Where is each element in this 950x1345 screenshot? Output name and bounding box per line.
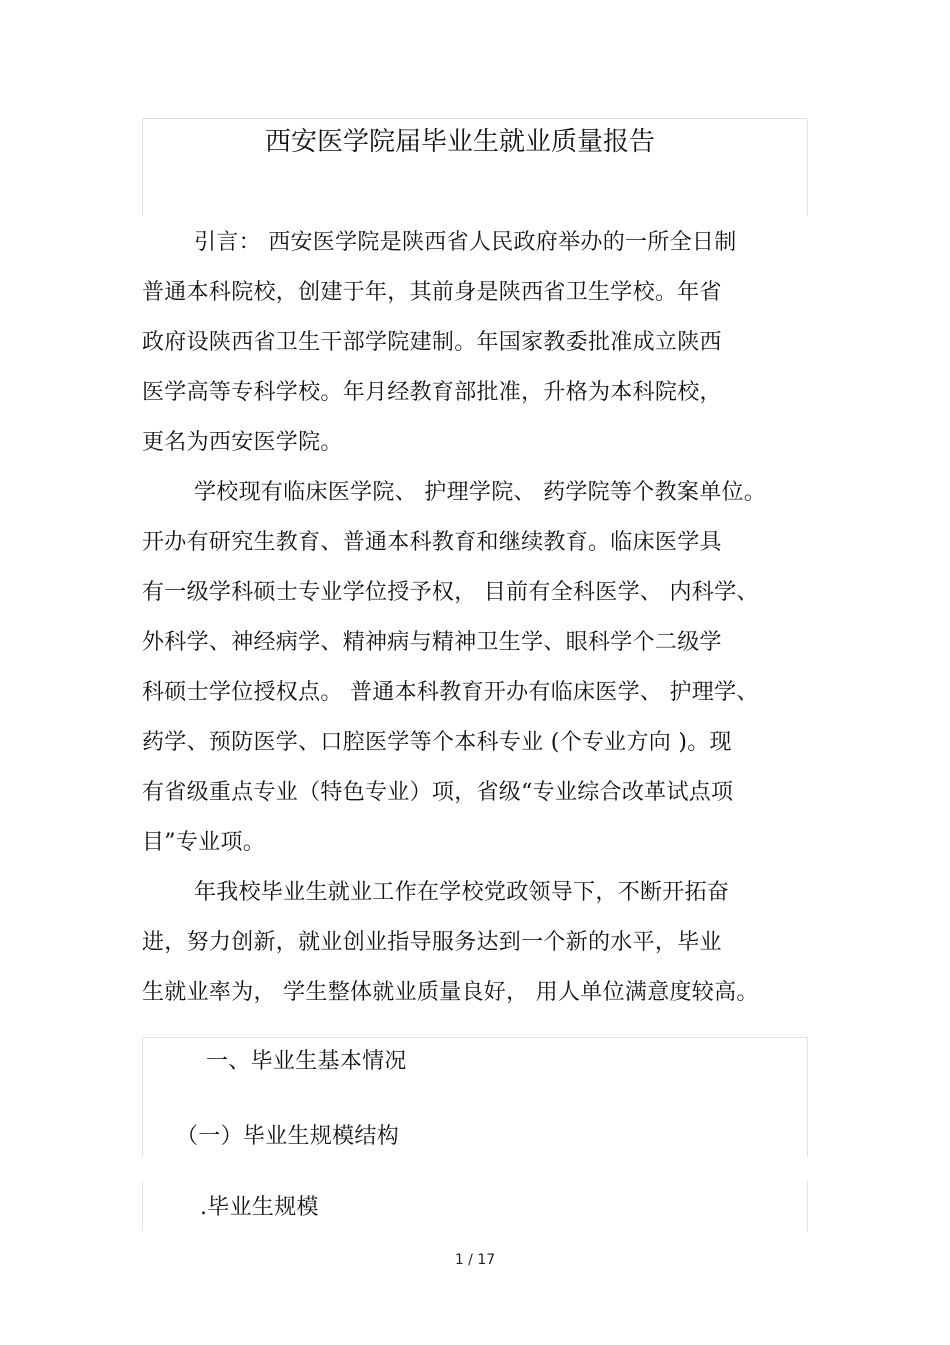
paragraph-2-line-6: 药学、预防医学、口腔医学等个本科专业 (个专业方向 )。现 <box>142 730 732 755</box>
subsection-heading: （一）毕业生规模结构 <box>176 1124 400 1149</box>
paragraph-1-line-1: 引言： 西安医学院是陕西省人民政府举办的一所全日制 <box>194 230 737 255</box>
paragraph-1-line-3: 政府设陕西省卫生干部学院建制。年国家教委批准成立陕西 <box>142 330 722 355</box>
paragraph-2-line-5: 科硕士学位授权点。 普通本科教育开办有临床医学、 护理学、 <box>142 680 759 705</box>
paragraph-3-line-2: 进，努力创新，就业创业指导服务达到一个新的水平，毕业 <box>142 930 722 955</box>
paragraph-1-line-4: 医学高等专科学校。年月经教育部批准，升格为本科院校， <box>142 380 722 405</box>
paragraph-2-line-8: 目”专业项。 <box>142 830 266 855</box>
paragraph-2-line-3: 有一级学科硕士专业学位授予权， 目前有全科医学、 内科学、 <box>142 580 759 605</box>
paragraph-1-line-5: 更名为西安医学院。 <box>142 430 343 455</box>
page-indicator: 1 / 17 <box>454 1252 496 1268</box>
paragraph-2-line-7: 有省级重点专业（特色专业）项，省级“专业综合改革试点项 <box>142 780 734 805</box>
paragraph-3-line-3: 生就业率为， 学生整体就业质量良好， 用人单位满意度较高。 <box>142 980 759 1005</box>
paragraph-1-line-2: 普通本科院校，创建于年，其前身是陕西省卫生学校。年省 <box>142 280 722 305</box>
section-heading: 一、毕业生基本情况 <box>206 1049 407 1074</box>
document-title: 西安医学院届毕业生就业质量报告 <box>264 127 655 157</box>
paragraph-2-line-2: 开办有研究生教育、普通本科教育和继续教育。临床医学具 <box>142 530 722 555</box>
item-heading: .毕业生规模 <box>200 1195 319 1220</box>
paragraph-3-line-1: 年我校毕业生就业工作在学校党政领导下，不断开拓奋 <box>194 880 730 905</box>
paragraph-2-line-4: 外科学、神经病学、精神病与精神卫生学、眼科学个二级学 <box>142 630 722 655</box>
paragraph-2-line-1: 学校现有临床医学院、 护理学院、 药学院等个教案单位。 <box>194 480 767 505</box>
